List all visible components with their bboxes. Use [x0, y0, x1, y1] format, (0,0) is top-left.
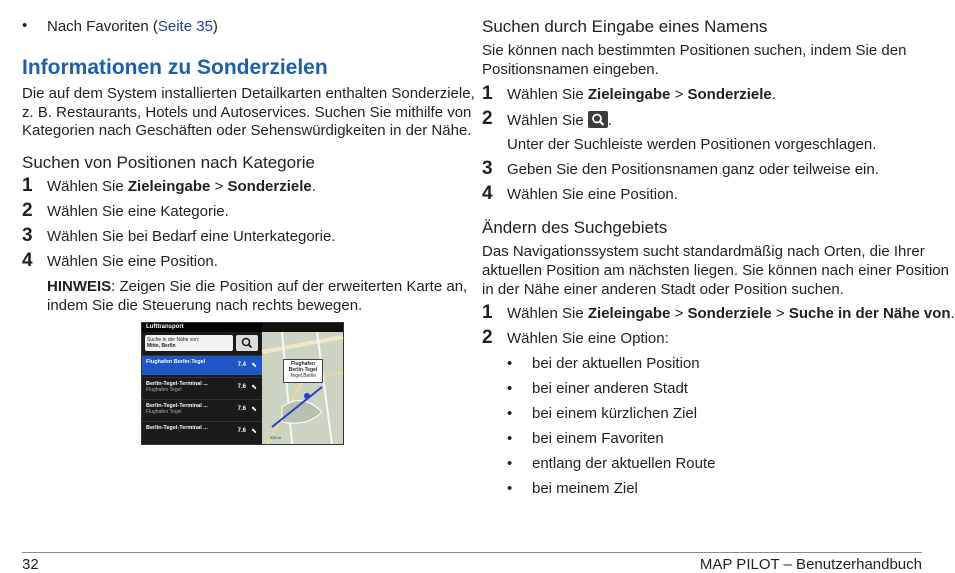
- callout-line: Tegel,Berlin: [289, 373, 317, 379]
- poi-name: Flughafen Berlin-Tegel: [146, 359, 206, 365]
- direction-arrow-icon: ⬉: [251, 384, 257, 391]
- footer-divider: [22, 552, 922, 553]
- device-screenshot: [141, 322, 344, 445]
- separator: >: [670, 86, 688, 103]
- direction-arrow-icon: ⬉: [251, 406, 257, 413]
- name-step-4: Wählen Sie eine Position.: [507, 186, 678, 203]
- bullet-dot: •: [507, 480, 513, 497]
- separator: >: [670, 305, 688, 322]
- page-number: 32: [22, 556, 39, 573]
- note-line-1: [47, 278, 467, 295]
- search-near-box: [145, 335, 233, 351]
- intro-line-1: Die auf dem System installierten Detailkarten enthalten Sonderziele,: [22, 85, 475, 102]
- poi-name: Berlin-Tegel-Terminal ...: [146, 425, 208, 431]
- poi-list-item: [142, 421, 262, 441]
- name-step-2-detail: Unter der Suchleiste werden Positionen vorgeschlagen.: [507, 136, 877, 153]
- option-item: bei meinem Ziel: [532, 480, 638, 497]
- para1-line-2: Positionsnamen eingeben.: [482, 61, 659, 78]
- option-item: entlang der aktuellen Route: [532, 455, 716, 472]
- poi-distance: 7.6: [237, 384, 246, 390]
- menu-term: Sonderziele: [687, 86, 772, 103]
- poi-name: Berlin-Tegel-Terminal ...: [146, 381, 208, 387]
- step-text: Wählen Sie: [47, 178, 128, 195]
- name-step-2: [507, 111, 612, 129]
- poi-distance: 7.6: [237, 406, 246, 412]
- section-title-name-search: Suchen durch Eingabe eines Namens: [482, 17, 768, 36]
- period: .: [607, 112, 613, 129]
- para2-line-3: in der Nähe einer anderen Stadt oder Position suchen.: [482, 281, 844, 298]
- document-title: MAP PILOT – Benutzerhandbuch: [699, 556, 922, 573]
- name-step-1: [507, 86, 776, 103]
- poi-list-item: [142, 399, 262, 419]
- step-number: 2: [22, 200, 33, 221]
- poi-distance: 7.4: [237, 362, 246, 368]
- area-step-2: Wählen Sie eine Option:: [507, 330, 669, 347]
- period: .: [771, 86, 776, 103]
- area-step-1: [507, 305, 955, 322]
- poi-list-panel: [142, 323, 262, 444]
- option-item: bei der aktuellen Position: [532, 355, 700, 372]
- poi-list-item: [142, 355, 262, 375]
- bullet-dot: •: [507, 405, 513, 422]
- bullet-suffix: ): [212, 18, 218, 35]
- step-number: 4: [482, 183, 493, 204]
- section-title: Informationen zu Sonderzielen: [22, 56, 328, 79]
- intro-line-3: Kategorien nach Geschäften oder Sehenswürdigkeiten in der Nähe.: [22, 122, 472, 139]
- map-callout: [283, 359, 323, 383]
- poi-subtitle: Flughafen Tegel: [146, 387, 182, 393]
- step-3: Wählen Sie bei Bedarf eine Unterkategorie.: [47, 228, 336, 245]
- section-title-search-area: Ändern des Suchgebiets: [482, 218, 668, 237]
- separator: >: [771, 305, 789, 322]
- menu-term: Zieleingabe: [587, 86, 671, 103]
- bullet-dot: •: [507, 430, 513, 447]
- direction-arrow-icon: ⬉: [251, 428, 257, 435]
- map-scale: 300 m: [270, 435, 282, 440]
- step-text: Wählen Sie: [507, 86, 588, 103]
- bullet-dot: •: [507, 355, 513, 372]
- page-link[interactable]: Seite 35: [157, 18, 213, 35]
- poi-list-item: [142, 377, 262, 397]
- favorites-bullet: [47, 17, 218, 36]
- intro-line-2: z. B. Restaurants, Hotels und Autoservices. Suchen Sie mithilfe von: [22, 104, 472, 121]
- step-2: Wählen Sie eine Kategorie.: [47, 203, 229, 220]
- menu-term: Zieleingabe: [587, 305, 671, 322]
- callout-line: Flughafen: [291, 361, 315, 367]
- bullet-dot: •: [22, 17, 28, 34]
- step-text: Wählen Sie: [507, 112, 588, 129]
- poi-subtitle: Flughafen Tegel: [146, 409, 182, 415]
- step-number: 2: [482, 108, 493, 129]
- step-number: 1: [482, 302, 493, 323]
- option-item: bei einer anderen Stadt: [532, 380, 688, 397]
- bullet-dot: •: [507, 380, 513, 397]
- step-number: 1: [22, 175, 33, 196]
- step-text: Wählen Sie: [507, 305, 588, 322]
- callout-line: Berlin-Tegel: [288, 367, 318, 373]
- menu-term: Zieleingabe: [127, 178, 211, 195]
- para1-line-1: Sie können nach bestimmten Positionen suchen, indem Sie den: [482, 42, 907, 59]
- step-1: [47, 178, 316, 195]
- note-line-2: indem Sie die Steuerung nach rechts bewegen.: [47, 297, 363, 314]
- menu-term: Sonderziele: [227, 178, 312, 195]
- search-icon: [588, 111, 608, 128]
- option-item: bei einem kürzlichen Ziel: [532, 405, 698, 422]
- search-near-value: Mitte, Berlin: [147, 343, 176, 349]
- para2-line-1: Das Navigationssystem sucht standardmäßig nach Orten, die Ihrer: [482, 243, 925, 260]
- note-label: HINWEIS: [47, 278, 112, 295]
- period: .: [950, 305, 955, 322]
- option-item: bei einem Favoriten: [532, 430, 664, 447]
- step-number: 3: [22, 225, 33, 246]
- step-number: 1: [482, 83, 493, 104]
- para2-line-2: aktuellen Position am nächsten liegen. Sie können nach einer Position: [482, 262, 949, 279]
- step-number: 3: [482, 158, 493, 179]
- map-roads: [262, 332, 343, 444]
- separator: >: [210, 178, 228, 195]
- subsection-title: Suchen von Positionen nach Kategorie: [22, 153, 315, 172]
- poi-distance: 7.6: [237, 428, 246, 434]
- note-text: : Zeigen Sie die Position auf der erweiterten Karte an,: [111, 278, 468, 295]
- search-button: [236, 335, 258, 351]
- direction-arrow-icon: ⬉: [251, 362, 257, 369]
- period: .: [311, 178, 316, 195]
- step-4: Wählen Sie eine Position.: [47, 253, 218, 270]
- menu-term: Sonderziele: [687, 305, 772, 322]
- search-near-label: Suche in der Nähe von:: [147, 337, 200, 343]
- search-icon: [236, 335, 258, 351]
- bullet-dot: •: [507, 455, 513, 472]
- poi-name: Berlin-Tegel-Terminal ...: [146, 403, 208, 409]
- menu-term: Suche in der Nähe von: [788, 305, 951, 322]
- step-number: 4: [22, 250, 33, 271]
- map-view: [262, 332, 343, 444]
- poi-category-title: Lufttransport: [142, 323, 262, 332]
- bullet-text: Nach Favoriten (: [47, 18, 158, 35]
- name-step-3: Geben Sie den Positionsnamen ganz oder teilweise ein.: [507, 161, 879, 178]
- step-number: 2: [482, 327, 493, 348]
